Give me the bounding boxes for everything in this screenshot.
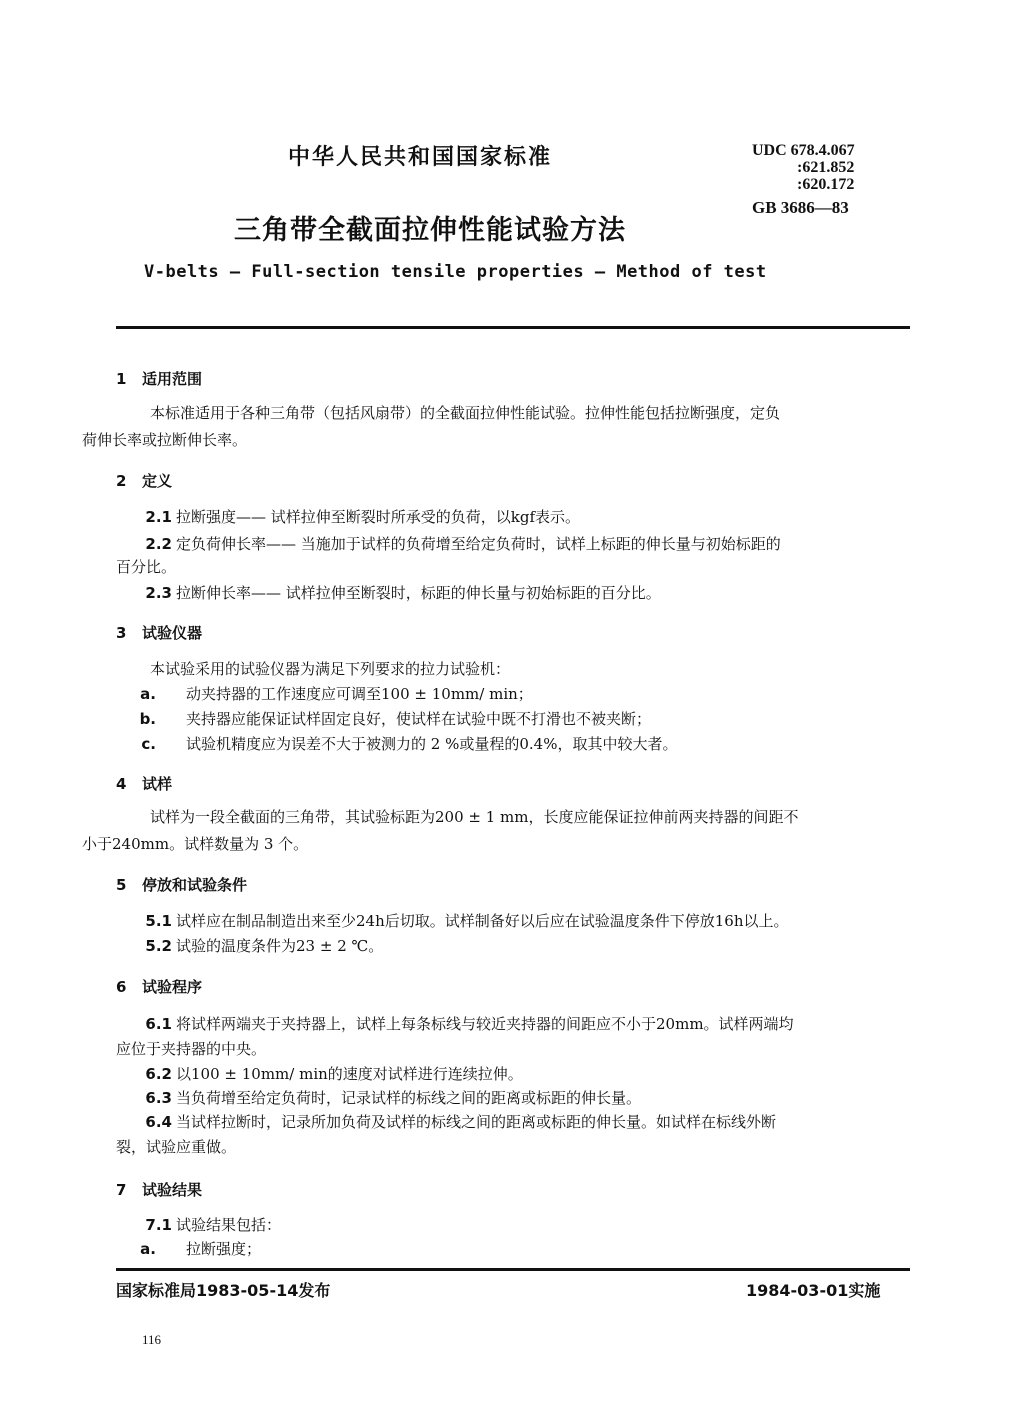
section-2-heading [116,470,172,491]
udc-code [752,142,855,193]
item-number: 2.2 [145,535,172,553]
item-text: 拉断强度—— 试样拉伸至断裂时所承受的负荷，以kgf表示。 [176,508,581,526]
item-3-a [116,683,533,704]
item-text: 拉断强度； [186,1240,262,1258]
item-6-4 [116,1111,776,1132]
section-number: 6 [116,978,127,996]
section-1-paragraph [82,400,904,454]
item-text: 试验结果包括： [176,1216,282,1234]
item-letter: b. [139,710,156,728]
section-5-heading [116,874,247,895]
section-4-heading [116,773,172,794]
item-5-2 [116,935,383,956]
section-1-heading [116,368,202,389]
item-number: 6.2 [145,1065,172,1083]
section-title: 定义 [142,472,173,490]
item-2-2 [116,533,781,554]
item-number: 6.3 [145,1089,172,1107]
item-text: 试验机精度应为误差不大于被测力的 2 %或量程的0.4%，取其中较大者。 [186,735,678,753]
document-title-en: V-belts — Full-section tensile properties — Method of test [144,262,767,282]
item-text: 将试样两端夹于夹持器上，试样上每条标线与较近夹持器的间距应不小于20mm。试样两端均 [176,1015,794,1033]
section-title: 试验仪器 [142,624,203,642]
paragraph-line: 试样为一段全截面的三角带，其试验标距为200 ± 1 mm，长度应能保证拉伸前两夹持器的间距不 [150,808,799,826]
item-text: 当试样拉断时，记录所加负荷及试样的标线之间的距离或标距的伸长量。如试样在标线外断 [176,1113,777,1131]
section-number: 1 [116,370,127,388]
item-text: 定负荷伸长率—— 当施加于试样的负荷增至给定负荷时，试样上标距的伸长量与初始标距的 [176,535,781,553]
header-rule [116,326,910,329]
section-3-paragraph: 本试验采用的试验仪器为满足下列要求的拉力试验机： [150,660,511,678]
item-number: 2.3 [145,584,172,602]
item-6-1-cont [116,1038,266,1059]
item-letter: a. [140,1240,156,1258]
item-6-2 [116,1063,523,1084]
item-7-1 [116,1214,281,1235]
udc-line-1: UDC 678.4.067 [752,142,855,159]
paragraph-line: 荷伸长率或拉断伸长率。 [82,431,248,449]
section-title: 试验结果 [142,1181,203,1199]
item-number: 5.2 [145,937,172,955]
paragraph-line: 小于240mm。试样数量为 3 个。 [82,835,309,853]
gb-code: GB 3686—83 [752,198,849,217]
item-6-4-cont [116,1136,236,1157]
standard-name: 中华人民共和国国家标准 [288,144,553,170]
item-text: 动夹持器的工作速度应可调至100 ± 10mm/ min； [186,685,533,703]
item-text: 应位于夹持器的中央。 [116,1040,267,1058]
item-text: 百分比。 [116,558,177,576]
item-letter: a. [140,685,156,703]
udc-line-3: :620.172 [797,176,855,193]
item-text: 试验的温度条件为23 ± 2 ℃。 [176,937,384,955]
issue-date: 国家标准局1983-05-14发布 [116,1281,331,1300]
item-5-1 [116,910,789,931]
section-number: 3 [116,624,127,642]
section-number: 5 [116,876,127,894]
section-title: 试样 [142,775,173,793]
footer-rule [116,1268,910,1271]
section-4-paragraph [82,804,904,858]
item-number: 7.1 [145,1216,172,1234]
item-3-c [116,733,677,754]
item-7-1-a [116,1238,261,1259]
item-text: 以100 ± 10mm/ min的速度对试样进行连续拉伸。 [176,1065,523,1083]
section-title: 适用范围 [142,370,203,388]
item-number: 6.4 [145,1113,172,1131]
item-6-3 [116,1087,641,1108]
item-number: 2.1 [145,508,172,526]
item-3-b [116,708,651,729]
item-text: 拉断伸长率—— 试样拉伸至断裂时，标距的伸长量与初始标距的百分比。 [176,584,661,602]
section-title: 试验程序 [142,978,203,996]
section-6-heading [116,976,202,997]
item-number: 5.1 [145,912,172,930]
item-text: 夹持器应能保证试样固定良好，使试样在试验中既不打滑也不被夹断； [186,710,652,728]
section-3-heading [116,622,202,643]
section-number: 7 [116,1181,127,1199]
item-2-3 [116,582,661,603]
item-letter: c. [141,735,156,753]
document-title-zh: 三角带全截面拉伸性能试验方法 [234,215,626,246]
udc-line-2: :621.852 [797,159,855,176]
page-number: 116 [142,1332,162,1347]
section-title: 停放和试验条件 [142,876,248,894]
item-number: 6.1 [145,1015,172,1033]
section-7-heading [116,1179,202,1200]
item-2-1 [116,506,580,527]
section-number: 2 [116,472,127,490]
item-text: 试样应在制品制造出来至少24h后切取。试样制备好以后应在试验温度条件下停放16h以上。 [176,912,789,930]
item-2-2-cont [116,556,176,577]
item-text: 当负荷增至给定负荷时，记录试样的标线之间的距离或标距的伸长量。 [176,1089,642,1107]
paragraph-line: 本标准适用于各种三角带（包括风扇带）的全截面拉伸性能试验。拉伸性能包括拉断强度，定负 [150,404,781,422]
item-6-1 [116,1013,794,1034]
effective-date: 1984-03-01实施 [746,1281,881,1300]
section-number: 4 [116,775,127,793]
item-text: 裂，试验应重做。 [116,1138,237,1156]
